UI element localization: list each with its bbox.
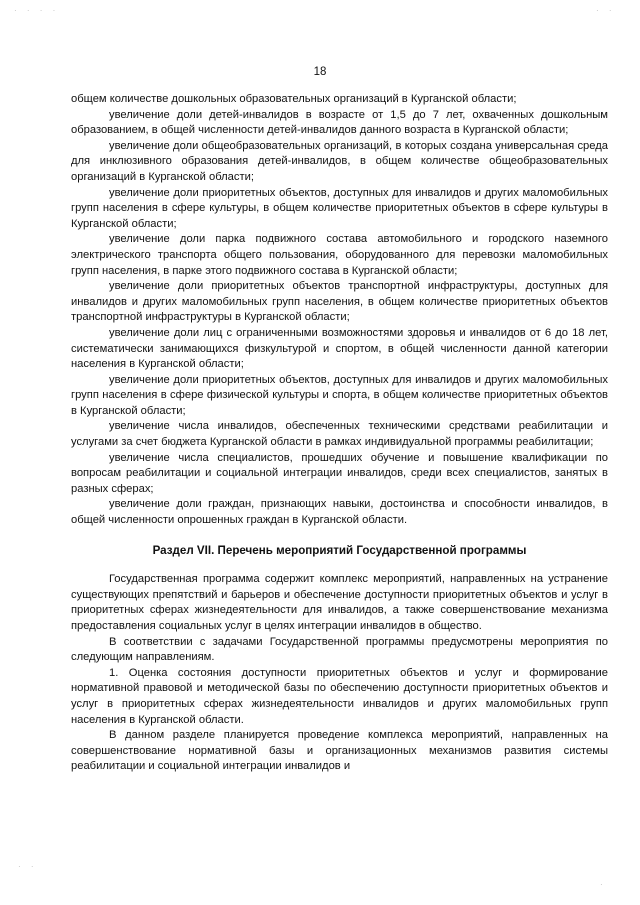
list-item: увеличение доли приоритетных объектов, доступных для инвалидов и других маломобильных групп населения в сфере физической культуры и спорта, в общем количестве приоритетных объектов в Курганской области;	[71, 373, 608, 417]
page-number: 18	[313, 66, 327, 78]
section-paragraph: В соответствии с задачами Государственной программы предусмотрены мероприятия по следующим направлениям.	[71, 635, 608, 664]
list-item: увеличение доли лиц с ограниченными возможностями здоровья и инвалидов от 6 до 18 лет, систематически занимающихся физкультурой и спортом, в общей численности данной категории населения в Курганской области;	[71, 326, 608, 371]
scan-artifact-bottom-right: ·	[600, 880, 607, 889]
list-item: увеличение доли граждан, признающих навыки, достоинства и способности инвалидов, в общей численности опрошенных граждан в Курганской области.	[71, 498, 608, 527]
list-item: увеличение доли парка подвижного состава автомобильного и городского наземного электрического транспорта общего пользования, оборудованного для перевозки маломобильных групп населения, в парке этого подвижного состава в Курганской области;	[71, 233, 608, 277]
section-paragraph: 1. Оценка состояния доступности приоритетных объектов и услуг и формирование нормативной правовой и методической базы по обеспечению доступности приоритетных объектов и услуг в приоритетных сферах жизнедеятельности инвалидов и других маломобильных групп населения в Курганской области.	[71, 666, 608, 726]
list-item: увеличение числа специалистов, прошедших обучение и повышение квалификации по вопросам реабилитации и социальной интеграции инвалидов, среди всех специалистов, занятых в разных сферах;	[71, 451, 608, 495]
section-paragraph: Государственная программа содержит комплекс мероприятий, направленных на устранение существующих препятствий и барьеров и обеспечение доступности приоритетных объектов и услуг в приоритетных сферах жизнедеятельности для инвалидов, а также совершенствование механизма предоставления социальных услуг в целях интеграции инвалидов в общество.	[71, 573, 608, 632]
scan-artifact-top-left: · · · ·	[14, 6, 60, 15]
section-heading: Раздел VII. Перечень мероприятий Государственной программы	[152, 543, 527, 557]
list-item: увеличение доли приоритетных объектов транспортной инфраструктуры, доступных для инвалидов и других маломобильных групп населения, в общем количестве приоритетных объектов транспортной инфраструктуры в Курганской области;	[71, 280, 608, 324]
list-item: общем количестве дошкольных образовательных организаций в Курганской области;	[71, 93, 517, 105]
list-item: увеличение числа инвалидов, обеспеченных техническими средствами реабилитации и услугами за счет бюджета Курганской области в рамках индивидуальной программы реабилитации;	[71, 420, 608, 449]
page-body	[71, 92, 608, 775]
section-body	[71, 572, 608, 775]
scan-artifact-bottom-left: · ·	[18, 862, 38, 871]
list-item: увеличение доли общеобразовательных организаций, в которых создана универсальная среда для инклюзивного образования детей-инвалидов, в общем количестве общеобразовательных организаций в Курганской области;	[71, 139, 608, 183]
list-item: увеличение доли приоритетных объектов, доступных для инвалидов и других маломобильных групп населения в сфере культуры, в общем количестве приоритетных объектов в сфере культуры в Курганской области;	[71, 186, 608, 230]
scan-artifact-top-right: · ·	[596, 6, 616, 15]
list-item: увеличение доли детей-инвалидов в возрасте от 1,5 до 7 лет, охваченных дошкольным образованием, в общей численности детей-инвалидов данного возраста в Курганской области;	[71, 108, 608, 137]
section-paragraph: В данном разделе планируется проведение комплекса мероприятий, направленных на совершенствование нормативной базы и организационных механизмов развития системы реабилитации и социальной интеграции инвалидов и	[71, 729, 608, 773]
